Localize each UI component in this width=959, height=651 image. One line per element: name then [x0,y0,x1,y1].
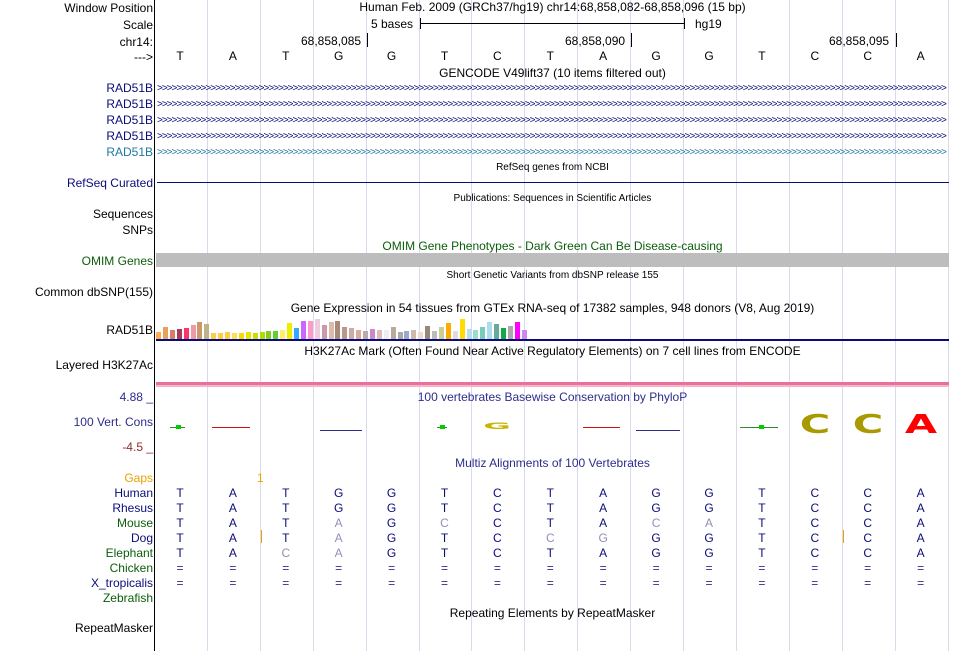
multiz-base: C [281,546,291,560]
gtex-tissue-bar[interactable] [287,323,292,339]
gtex-tissue-bar[interactable] [480,327,485,339]
multiz-base: A [228,546,237,560]
multiz-base: = [917,561,925,575]
multiz-base: C [440,516,449,530]
gtex-tissue-bar[interactable] [501,328,506,339]
gtex-title: Gene Expression in 54 tissues from GTEx RNA-seq of 17382 samples, 948 donors (V8, Aug 2019) [290,301,815,315]
publications-title: Publications: Sequences in Scientific Articles [453,193,652,204]
gtex-tissue-bar[interactable] [473,330,478,339]
multiz-base: = [282,576,290,590]
multiz-base: = [652,561,660,575]
multiz-base: = [811,561,819,575]
multiz-base: = [229,576,237,590]
multiz-base: = [917,576,925,590]
multiz-base: A [916,501,925,515]
base-letter: T [440,49,449,63]
multiz-base: C [545,531,555,545]
gtex-tissue-bar[interactable] [301,321,306,339]
multiz-base: G [386,486,397,500]
phylop-label[interactable]: 100 Vert. Cons [73,415,153,429]
multiz-base: G [704,546,714,560]
gtex-tissue-bar[interactable] [432,331,437,339]
multiz-base: G [704,501,714,515]
gtex-tissue-bar[interactable] [177,329,182,339]
multiz-base: C [810,501,820,515]
multiz-species-label[interactable]: Elephant [105,546,153,560]
multiz-base: A [599,501,608,515]
multiz-title: Multiz Alignments of 100 Vertebrates [455,456,650,470]
multiz-base: A [334,531,343,545]
gtex-tissue-bar[interactable] [191,325,196,339]
gtex-tissue-bar[interactable] [404,331,409,339]
base-letter: G [334,49,344,63]
phylop-min-label: -4.5 _ [122,440,153,454]
scale-text: 5 bases [371,17,414,31]
gencode-item-label[interactable]: RAD51B [106,129,153,143]
gtex-tissue-bar[interactable] [349,328,354,339]
multiz-base: G [651,531,661,545]
multiz-base: A [334,546,343,560]
multiz-base: = [864,576,872,590]
omim-title: OMIM Gene Phenotypes - Dark Green Can Be Disease-causing [382,239,723,253]
gtex-tissue-bar[interactable] [204,324,209,339]
base-letter: T [758,49,766,63]
multiz-base: = [546,561,554,575]
gtex-tissue-bar[interactable] [398,332,403,339]
gtex-tissue-bar[interactable] [329,322,334,339]
multiz-base: G [704,486,714,500]
multiz-base: = [546,576,554,590]
omim-bar[interactable] [156,253,949,267]
base-letter: A [916,49,925,63]
coord-label: 68,858,090 [565,34,626,48]
assembly-position[interactable]: Human Feb. 2009 (GRCh37/hg19) chr14:68,858,082-68,858,096 (15 bp) [359,0,746,14]
multiz-base: A [916,486,925,500]
h3k27ac-title: H3K27Ac Mark (Often Found Near Active Regulatory Elements) on 7 cell lines from ENCODE [304,344,801,358]
multiz-base: = [440,561,448,575]
multiz-base: G [386,546,397,560]
gtex-tissue-bar[interactable] [446,323,451,339]
multiz-base: T [546,516,554,530]
chrom-label: chr14: [119,35,153,49]
multiz-base: C [863,486,873,500]
gtex-tissue-bar[interactable] [384,330,389,339]
gtex-tissue-bar[interactable] [170,330,175,339]
multiz-base: T [176,531,184,545]
gtex-tissue-bar[interactable] [522,330,527,339]
phylop-score-peak [759,425,764,429]
multiz-base: = [388,561,396,575]
base-letter: G [704,49,714,63]
publications-sequences-label[interactable]: Sequences [92,207,153,221]
multiz-base: C [493,486,502,500]
multiz-base: T [282,501,290,515]
gtex-tissue-bar[interactable] [342,327,347,339]
multiz-base: G [651,501,661,515]
base-letter: C [493,49,502,63]
multiz-base: T [758,501,766,515]
multiz-base: T [176,516,184,530]
multiz-base: = [652,576,660,590]
gtex-tissue-bar[interactable] [163,327,168,339]
multiz-base: C [810,516,820,530]
gtex-tissue-bar[interactable] [515,322,520,339]
coord-tick [896,33,897,47]
coord-label: 68,858,085 [301,34,362,48]
gtex-tissue-bar[interactable] [363,331,368,339]
gtex-tissue-bar[interactable] [322,325,327,339]
multiz-base: C [810,546,820,560]
multiz-base: T [440,531,449,545]
dbsnp-label[interactable]: Common dbSNP(155) [34,285,153,299]
gtex-tissue-bar[interactable] [377,330,382,339]
multiz-base: G [334,501,344,515]
multiz-base: = [176,576,184,590]
coord-tick [631,33,632,47]
gtex-tissue-bar[interactable] [411,330,416,339]
multiz-species-label[interactable]: X_tropicalis [90,576,153,590]
multiz-base: C [810,531,820,545]
multiz-base: = [176,561,184,575]
gtex-tissue-bar[interactable] [508,326,513,339]
gencode-item-label[interactable]: RAD51B [106,81,153,95]
publications-snps-label[interactable]: SNPs [122,223,153,237]
multiz-base: C [493,516,502,530]
phylop-score-mark [583,427,620,428]
scale-label: Scale [122,18,153,32]
multiz-base: G [334,486,344,500]
multiz-base: T [176,501,184,515]
multiz-base: = [440,576,448,590]
multiz-base: = [229,561,237,575]
multiz-base: C [863,531,873,545]
gtex-tissue-bar[interactable] [197,322,202,339]
gtex-bars[interactable] [156,317,556,339]
gtex-tissue-bar[interactable] [273,331,278,339]
multiz-base: G [704,531,714,545]
multiz-base: A [599,516,608,530]
gencode-item-arrows[interactable]: >>>>>>>>>>>>>>>>>>>>>>>>>>>>>>>>>>>>>>>>>>>>>>>>>>>>>>>>>>>>>>>>>>>>>>>>>>>>>>>>>>>>>>>>>>>>>>>>>>>>>>>>>>>>>>>>>>>>>>>>>>>>>>>>>>>>>>>>>>>>>>>>>>>>>>>>>>>>>>>>>>> [157,115,946,126]
multiz-base: = [705,576,713,590]
multiz-base: T [758,486,766,500]
gencode-item-arrows[interactable]: >>>>>>>>>>>>>>>>>>>>>>>>>>>>>>>>>>>>>>>>>>>>>>>>>>>>>>>>>>>>>>>>>>>>>>>>>>>>>>>>>>>>>>>>>>>>>>>>>>>>>>>>>>>>>>>>>>>>>>>>>>>>>>>>>>>>>>>>>>>>>>>>>>>>>>>>>>>>>>>>>>> [157,131,946,142]
multiz-species-label[interactable]: Rhesus [112,501,153,515]
base-letter: C [810,49,820,63]
multiz-base: A [334,516,343,530]
multiz-base: A [228,501,237,515]
multiz-base: C [493,531,502,545]
gencode-item-arrows[interactable]: >>>>>>>>>>>>>>>>>>>>>>>>>>>>>>>>>>>>>>>>>>>>>>>>>>>>>>>>>>>>>>>>>>>>>>>>>>>>>>>>>>>>>>>>>>>>>>>>>>>>>>>>>>>>>>>>>>>>>>>>>>>>>>>>>>>>>>>>>>>>>>>>>>>>>>>>>>>>>>>>>>> [157,99,946,110]
multiz-base: T [282,516,290,530]
h3k27ac-label[interactable]: Layered H3K27Ac [55,358,153,372]
gtex-tissue-bar[interactable] [425,326,430,339]
gencode-title: GENCODE V49lift37 (10 items filtered out) [439,66,666,80]
repeatmasker-label[interactable]: RepeatMasker [74,621,153,635]
label-separator [154,0,155,651]
multiz-base: A [599,546,608,560]
base-letter: A [228,49,237,63]
phylop-score-mark [636,430,680,431]
gtex-tissue-bar[interactable] [156,332,161,339]
multiz-base: T [176,486,184,500]
multiz-base: = [705,561,713,575]
multiz-base: G [651,546,661,560]
gtex-tissue-bar[interactable] [294,328,299,339]
gtex-tissue-bar[interactable] [494,324,499,339]
dbsnp-title: Short Genetic Variants from dbSNP release 155 [446,270,659,281]
phylop-logo-letter: G [483,422,512,432]
gtex-tissue-bar[interactable] [439,327,444,339]
multiz-base: = [493,561,501,575]
gtex-label[interactable]: RAD51B [106,323,153,337]
omim-label[interactable]: OMIM Genes [81,254,153,268]
multiz-base: = [335,561,343,575]
gtex-tissue-bar[interactable] [280,330,285,339]
gtex-tissue-bar[interactable] [418,332,423,339]
multiz-base: T [440,501,449,515]
gtex-tissue-bar[interactable] [308,321,313,339]
multiz-base: T [546,486,554,500]
gtex-gene-line [156,339,949,341]
multiz-base: C [651,516,661,530]
refseq-label[interactable]: RefSeq Curated [66,176,153,190]
multiz-base: T [546,501,554,515]
multiz-base: G [651,486,661,500]
gtex-tissue-bar[interactable] [356,330,361,339]
base-letter: T [282,49,290,63]
coord-tick [367,33,368,47]
repeatmasker-title: Repeating Elements by RepeatMasker [449,606,656,620]
multiz-base: = [811,576,819,590]
multiz-species-label[interactable]: Zebrafish [102,591,153,605]
multiz-insertion-mark [843,530,844,543]
scale-bar [420,18,685,28]
refseq-title: RefSeq genes from NCBI [496,162,609,173]
multiz-base: T [282,486,290,500]
base-letter: A [599,49,608,63]
multiz-base: A [228,516,237,530]
multiz-base: = [758,561,766,575]
multiz-base: T [176,546,184,560]
multiz-base: A [916,516,925,530]
gencode-item-label[interactable]: RAD51B [106,113,153,127]
multiz-base: G [386,531,397,545]
phylop-logo-letter: C [852,410,883,440]
multiz-base: T [440,546,449,560]
phylop-title: 100 vertebrates Basewise Conservation by PhyloP [417,390,688,404]
gaps-mark: 1 [257,471,264,485]
base-letter: T [176,49,184,63]
base-letter: C [863,49,873,63]
gtex-tissue-bar[interactable] [467,329,472,339]
multiz-base: C [863,501,873,515]
multiz-base: T [440,486,449,500]
gtex-tissue-bar[interactable] [391,327,396,339]
db-text: hg19 [695,17,722,31]
multiz-base: T [282,531,290,545]
multiz-base: C [863,546,873,560]
multiz-base: = [864,561,872,575]
gtex-tissue-bar[interactable] [315,319,320,339]
multiz-base: C [810,486,820,500]
gtex-tissue-bar[interactable] [246,332,251,339]
gtex-tissue-bar[interactable] [460,319,465,339]
multiz-base: A [704,516,713,530]
gtex-tissue-bar[interactable] [184,328,189,339]
gtex-tissue-bar[interactable] [266,331,271,339]
multiz-base: A [916,531,925,545]
multiz-species-label[interactable]: Mouse [116,516,153,530]
base-letter: G [651,49,661,63]
phylop-max-label: 4.88 _ [119,390,153,404]
phylop-logo-letter: A [904,410,937,440]
multiz-insertion-mark [261,530,262,543]
gencode-item-label[interactable]: RAD51B [106,97,153,111]
gencode-item-label[interactable]: RAD51B [106,145,153,159]
gencode-item-arrows[interactable]: >>>>>>>>>>>>>>>>>>>>>>>>>>>>>>>>>>>>>>>>>>>>>>>>>>>>>>>>>>>>>>>>>>>>>>>>>>>>>>>>>>>>>>>>>>>>>>>>>>>>>>>>>>>>>>>>>>>>>>>>>>>>>>>>>>>>>>>>>>>>>>>>>>>>>>>>>>>>>>>>>>> [157,147,946,158]
gtex-tissue-bar[interactable] [487,322,492,339]
multiz-base: = [493,576,501,590]
phylop-score-mark [320,430,362,431]
multiz-base: A [916,546,925,560]
multiz-base: = [758,576,766,590]
phylop-score-mark [212,427,250,428]
gtex-tissue-bar[interactable] [335,321,340,339]
multiz-species-label[interactable]: Chicken [109,561,153,575]
multiz-base: T [758,546,766,560]
multiz-species-label[interactable]: Dog [130,531,153,545]
base-letter: T [546,49,554,63]
multiz-base: = [282,561,290,575]
multiz-base: = [599,561,607,575]
multiz-base: A [599,486,608,500]
gaps-label: Gaps [124,471,153,485]
multiz-base: C [493,546,502,560]
multiz-base: A [228,531,237,545]
phylop-score-peak [176,425,181,429]
gtex-tissue-bar[interactable] [370,329,375,339]
multiz-base: T [546,546,554,560]
multiz-base: T [758,516,766,530]
base-letter: G [386,49,397,63]
multiz-base: C [493,501,502,515]
multiz-base: A [228,486,237,500]
gtex-tissue-bar[interactable] [453,331,458,339]
gencode-item-arrows[interactable]: >>>>>>>>>>>>>>>>>>>>>>>>>>>>>>>>>>>>>>>>>>>>>>>>>>>>>>>>>>>>>>>>>>>>>>>>>>>>>>>>>>>>>>>>>>>>>>>>>>>>>>>>>>>>>>>>>>>>>>>>>>>>>>>>>>>>>>>>>>>>>>>>>>>>>>>>>>>>>>>>>>> [157,83,946,94]
multiz-base: G [386,516,397,530]
window-position-label: Window Position [64,1,153,15]
phylop-logo-letter: C [799,410,831,440]
refseq-line[interactable] [157,182,949,183]
multiz-base: G [598,531,608,545]
multiz-base: = [599,576,607,590]
multiz-base: = [388,576,396,590]
multiz-base: C [863,516,873,530]
gtex-tissue-bar[interactable] [260,332,265,339]
coord-label: 68,858,095 [829,34,890,48]
multiz-base: = [335,576,343,590]
h3k27ac-signal-shadow [156,385,949,387]
multiz-base: G [386,501,397,515]
gtex-tissue-bar[interactable] [225,332,230,339]
strand-label: ---> [134,50,153,64]
multiz-species-label[interactable]: Human [114,486,153,500]
multiz-base: T [758,531,766,545]
